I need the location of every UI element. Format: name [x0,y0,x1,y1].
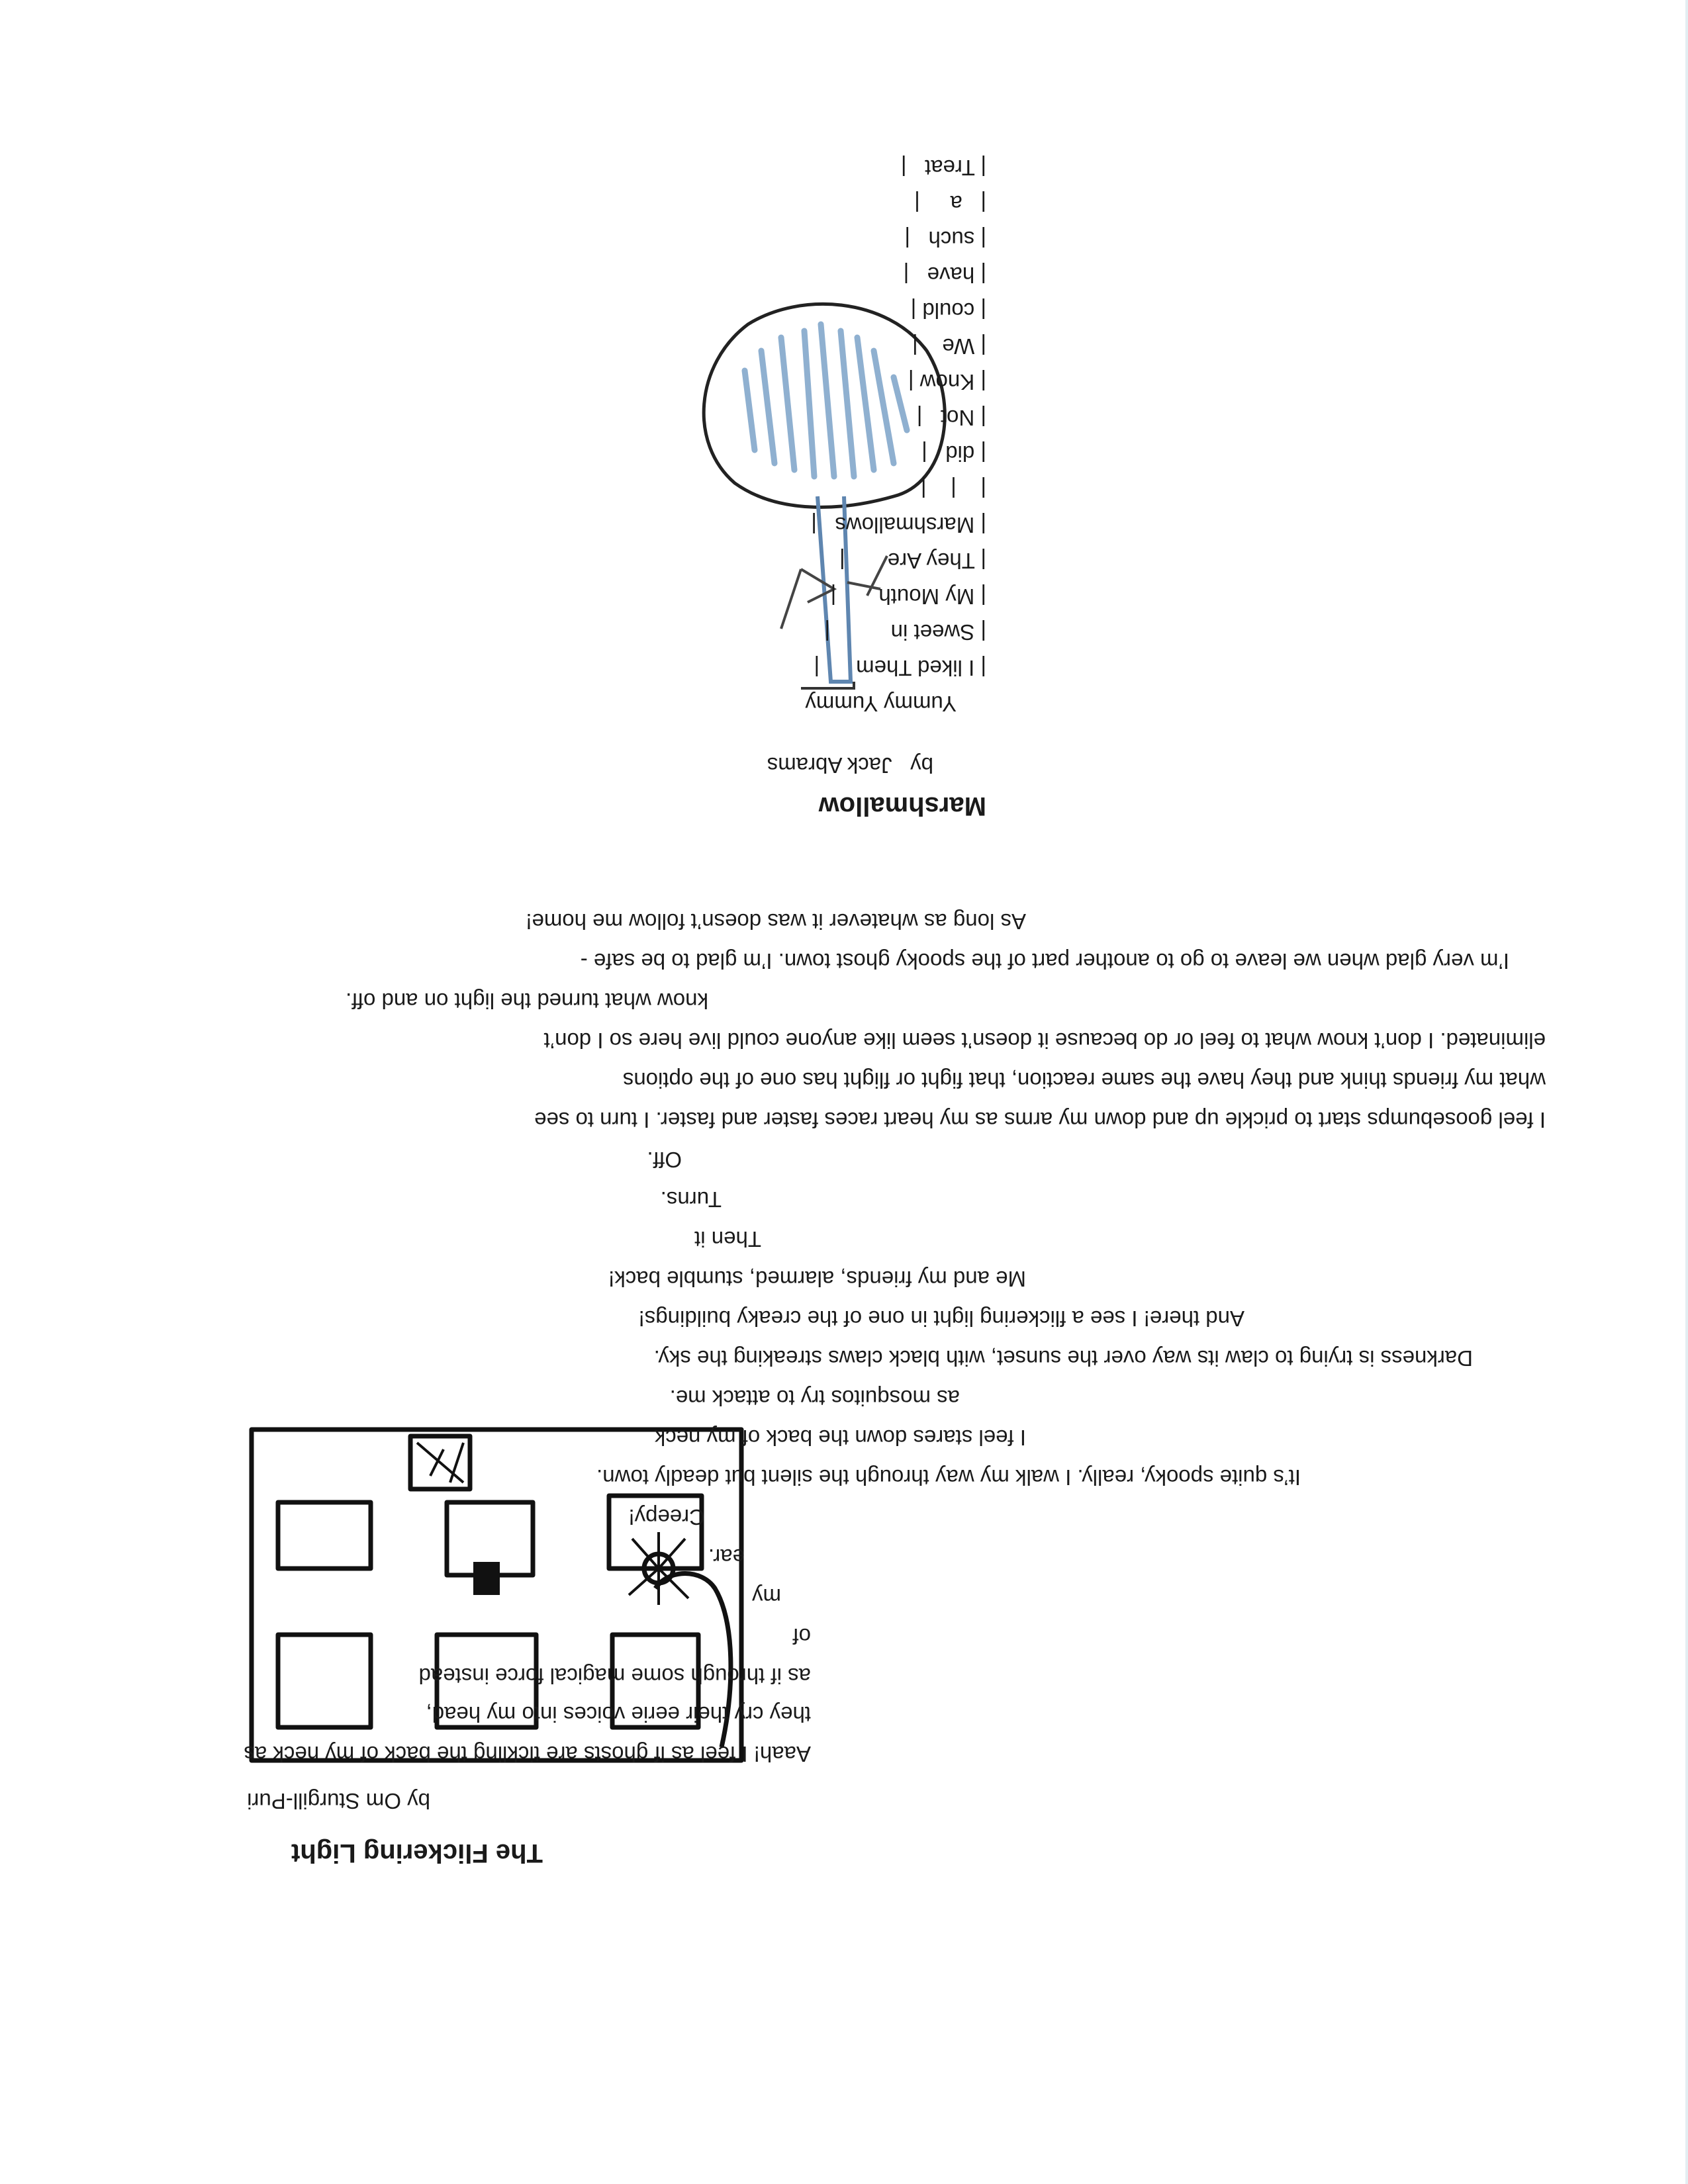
poem1-line: my [752,1584,781,1609]
poem1-line: I feel stares down the back of my neck [654,1426,1026,1450]
poem2-line: | Know | [908,370,986,394]
poem1-line: Turns. [660,1187,722,1212]
poem1-line: what my friends think and they have the same reaction, that fight or flight has one of the options [622,1068,1546,1093]
poem1-line: they cry their eerie voices into my head, [426,1702,811,1727]
poem2-line: | Treat | [900,156,986,180]
poem1-line: know what turned the light on and off. [346,989,708,1013]
poem1-line: I’m very glad when we leave to go to another part of the spooky ghost town. I’m glad to be safe - [580,949,1509,974]
poem1-line: eliminated. I don’t know what to feel or do because it doesn’t seem like anyone could live here so I don’t [543,1028,1546,1053]
poem1-line: As long as whatever it was doesn’t follow me home! [526,909,1026,934]
poem1-line: And there! I see a flickering light in one of the creaky buildings! [638,1306,1244,1331]
poem1-title: The Flickering Light [291,1839,543,1868]
poem2-line: | Sweet in | [824,620,986,645]
poem1-line: Creepy! [628,1505,705,1529]
poem2-title: Marshmallow [818,792,986,821]
poem1-line: Then it [694,1227,761,1251]
poem2-line: | have | [903,263,986,287]
poem2-author: by Jack Abrams [767,753,933,778]
poem1-line: of [792,1624,811,1649]
poem1-line: Off. [647,1148,682,1172]
poem1-line: as if through some magical force instead [418,1664,811,1688]
poem1-line: as mosquitos try to attack me. [669,1386,960,1410]
poem2-line: | did | [921,441,986,466]
poem2-line: | We | [912,334,986,359]
poem2-line: | Marshmallows | [811,513,986,537]
poem1-line: Me and my friends, alarmed, stumble back! [608,1267,1026,1291]
poem2-line: Yummy Yummy [805,692,957,716]
poem1-line: It’s quite spooky, really. I walk my way through the silent but deadly town. [596,1465,1301,1490]
poem2-line: | a | [914,191,986,216]
poem1-line: Darkness is trying to claw its way over the sunset, with black claws streaking the sky. [653,1346,1473,1371]
poem1-author: by Om Sturgill-Puri [247,1789,430,1813]
poem2-line: | such | [904,227,986,251]
poem1-line: Aaah! I feel as if ghosts are tickling the back of my neck as [244,1742,811,1766]
poem2-line: | They Are | [839,549,986,573]
poem2-line: | could | [910,298,986,323]
poem2-line: | My Mouth | [830,584,986,609]
poem2-line: | I liked Them | [814,656,986,680]
poem2-line: | | | [920,477,986,502]
page-edge-line [1685,0,1688,2184]
poem1-line: I feel goosebumps start to prickle up and down my arms as my heart races faster and faster. I turn to see [534,1108,1546,1132]
poem1-line: ear. [708,1545,745,1569]
poem2-line: | Not | [916,406,986,430]
